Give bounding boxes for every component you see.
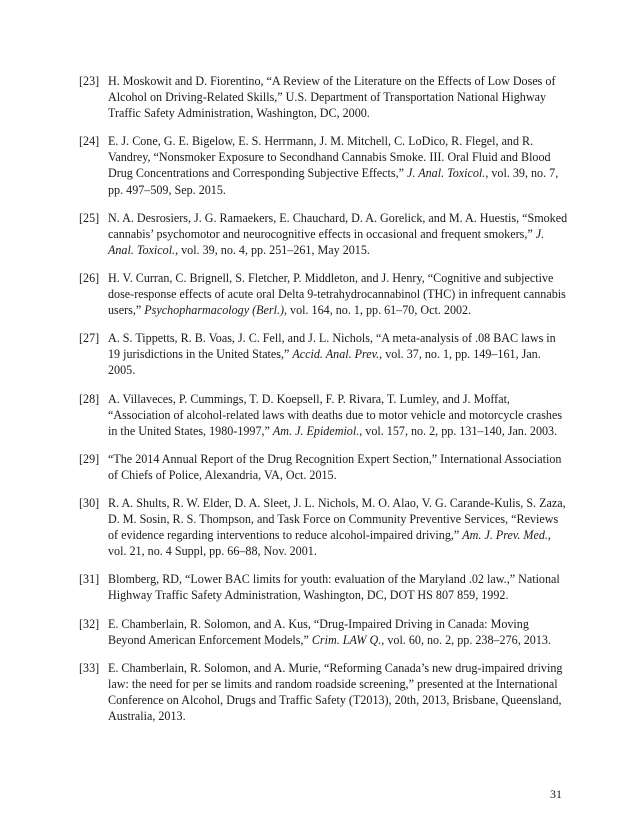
journal-name: Am. J. Prev. Med. xyxy=(462,528,548,543)
reference-item xyxy=(79,660,569,724)
reference-text: A. S. Tippetts, R. B. Voas, J. C. Fell, and J. L. Nichols, “A meta-analysis of .08 BAC laws in 19 jurisdictions in the United States,” Accid. Anal. Prev., vol. 37, no. 1, pp. 149–161, Jan. 2005. xyxy=(108,331,556,378)
reference-item xyxy=(79,270,569,318)
reference-text: Blomberg, RD, “Lower BAC limits for youth: evaluation of the Maryland .02 law.,” National Highway Traffic Safety Administration, Washington, DC, DOT HS 807 859, 1992. xyxy=(108,572,560,603)
journal-name: Am. J. Epidemiol. xyxy=(272,423,360,438)
reference-item xyxy=(79,451,569,483)
reference-text: N. A. Desrosiers, J. G. Ramaekers, E. Chauchard, D. A. Gorelick, and M. A. Huestis, “Smoked cannabis’ psychomotor and neurocognitive effects in occasional and frequent smokers,” J. Anal. Toxicol., vol. 39, no. 4, pp. 251–261, May 2015. xyxy=(108,210,568,257)
reference-number: [23] xyxy=(79,74,100,88)
reference-text: H. V. Curran, C. Brignell, S. Fletcher, P. Middleton, and J. Henry, “Cognitive and subjective dose-response effects of acute oral Delta 9-tetrahydrocannabinol (THC) in infrequent cannabis users,” Psychopharmacology (Berl.), vol. 164, no. 1, pp. 61–70, Oct. 2002. xyxy=(108,270,566,318)
journal-name: Accid. Anal. Prev. xyxy=(292,347,380,362)
journal-name: Crim. LAW Q. xyxy=(311,632,382,647)
reference-item xyxy=(79,391,569,439)
reference-number: [28] xyxy=(79,391,100,406)
reference-number: [33] xyxy=(79,660,100,675)
journal-name: J. Anal. Toxicol. xyxy=(108,226,545,257)
reference-number: [30] xyxy=(79,495,100,510)
reference-number: [26] xyxy=(79,270,100,285)
reference-text: H. Moskowit and D. Fiorentino, “A Review of the Literature on the Effects of Low Doses of Alcohol on Driving-Related Skills,” U.S. Department of Transportation National Highway Traffic Safety Administration, Washington, DC, 2000. xyxy=(108,74,556,121)
reference-item xyxy=(79,73,569,121)
reference-number: [27] xyxy=(79,331,100,346)
journal-name: J. Anal. Toxicol. xyxy=(407,166,486,181)
reference-number: [25] xyxy=(79,210,100,225)
journal-name: Psychopharmacology (Berl.) xyxy=(144,303,284,318)
reference-item xyxy=(79,133,569,197)
reference-number: [31] xyxy=(79,572,100,587)
reference-number: [32] xyxy=(79,616,100,631)
reference-item xyxy=(79,616,569,648)
reference-text: R. A. Shults, R. W. Elder, D. A. Sleet, J. L. Nichols, M. O. Alao, V. G. Carande-Kulis, S. Zaza, D. M. Sosin, R. S. Thompson, and Task Force on Community Preventive Services, “Reviews of evidence regarding interventions to reduce alcohol-impaired driving,” Am. J. Prev. Med., vol. 21, no. 4 Suppl, pp. 66–88, Nov. 2001. xyxy=(108,495,566,559)
reference-text: A. Villaveces, P. Cummings, T. D. Koepsell, F. P. Rivara, T. Lumley, and J. Moffat, “Association of alcohol-related laws with deaths due to motor vehicle and motorcycle crashes in the United States, 1980-1997,” Am. J. Epidemiol., vol. 157, no. 2, pp. 131–140, Jan. 2003. xyxy=(108,391,563,438)
reference-text: E. Chamberlain, R. Solomon, and A. Murie, “Reforming Canada’s new drug-impaired driving law: the need for per se limits and random roadside screening,” presented at the International Conference on Alcohol, Drugs and Traffic Safety (T2013), 20th, 2013, Brisbane, Queensland, Australia, 2013. xyxy=(108,660,563,723)
reference-text: E. Chamberlain, R. Solomon, and A. Kus, “Drug-Impaired Driving in Canada: Moving Beyond American Enforcement Models,” Crim. LAW Q., vol. 60, no. 2, pp. 238–276, 2013. xyxy=(108,616,551,647)
reference-item xyxy=(79,495,569,559)
reference-item xyxy=(79,330,569,378)
reference-text: E. J. Cone, G. E. Bigelow, E. S. Herrmann, J. M. Mitchell, C. LoDico, R. Flegel, and R. Vandrey, “Nonsmoker Exposure to Secondhand Cannabis Smoke. III. Oral Fluid and Blood Drug Concentrations and Corresponding Subjective Effects,” J. Anal. Toxicol., vol. 39, no. 7, pp. 497–509, Sep. 2015. xyxy=(108,134,559,197)
reference-number: [24] xyxy=(79,134,100,149)
reference-text: “The 2014 Annual Report of the Drug Recognition Expert Section,” International Association of Chiefs of Police, Alexandria, VA, Oct. 2015. xyxy=(108,451,562,482)
reference-item xyxy=(79,210,569,258)
reference-number: [29] xyxy=(79,451,100,466)
page-number: 31 xyxy=(550,787,562,801)
reference-item xyxy=(79,571,569,603)
reference-list xyxy=(79,73,569,736)
